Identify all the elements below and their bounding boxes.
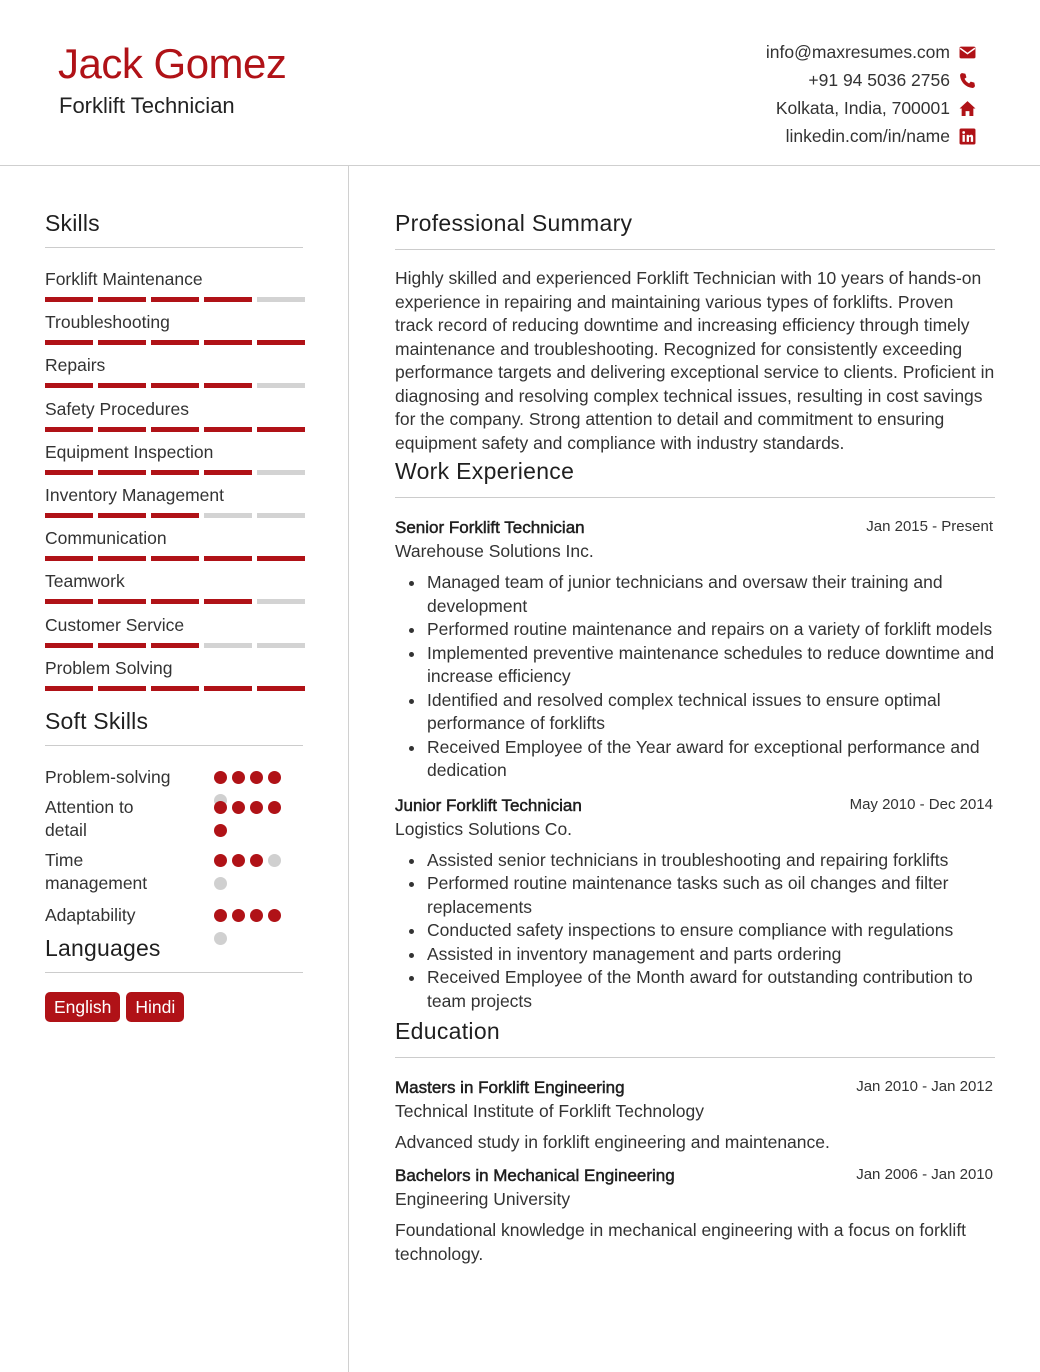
education-entry (395, 1078, 995, 1154)
skill-level-segment (204, 513, 252, 518)
skills-heading: Skills (45, 210, 303, 248)
skill-level-segment (204, 686, 252, 691)
skill-level-segment (204, 427, 252, 432)
degree-title: Masters in Forklift Engineering (395, 1078, 625, 1097)
responsibility-item: Conducted safety inspections to ensure compliance with regulations (409, 919, 995, 943)
contact-location (766, 94, 976, 122)
soft-skill-rating (214, 801, 286, 837)
job-entry (395, 518, 995, 783)
contact-list (766, 38, 976, 150)
job-dates: Jan 2015 - Present (866, 518, 993, 535)
skill-level-bar (45, 643, 305, 648)
responsibility-item: Implemented preventive maintenance schedules to reduce downtime and increase efficiency (409, 642, 995, 689)
soft-skill-item (45, 904, 303, 934)
skill-level-segment (257, 297, 305, 302)
skill-item (45, 570, 303, 613)
education-dates: Jan 2010 - Jan 2012 (856, 1078, 993, 1095)
responsibility-item: Performed routine maintenance and repairs on a variety of forklift models (409, 618, 995, 642)
soft-skill-rating (214, 854, 286, 890)
job-company: Logistics Solutions Co. (395, 818, 573, 839)
contact-phone[interactable] (766, 66, 976, 94)
skill-level-segment (257, 643, 305, 648)
resume-header (0, 0, 1040, 166)
responsibility-item: Assisted senior technicians in troubleshooting and repairing forklifts (409, 849, 995, 873)
skill-level-segment (204, 340, 252, 345)
soft-skill-rating (214, 909, 286, 945)
skill-item (45, 268, 303, 311)
skill-level-segment (204, 383, 252, 388)
job-company: Warehouse Solutions Inc. (395, 541, 594, 561)
soft-skills-list (45, 766, 303, 934)
job-dates: May 2010 - Dec 2014 (849, 795, 993, 813)
skill-item (45, 441, 303, 484)
summary-text: Highly skilled and experienced Forklift Technician with 10 years of hands-on experience in repairing and maintaining various types of forklifts. Proven track record of reducing downtime and increasing efficiency through timely maintenance and troubleshooting. Recognized for consistently exceeding performance targets and delivering exceptional service to clients. Proficient in diagnosing and resolving complex technical issues, resulting in cost savings for the company. Strong attention to detail and commitment to ensuring equipment safety and compliance with industry standards. (395, 268, 995, 453)
soft-skill-name: Problem-solving (45, 766, 171, 787)
skill-name: Equipment Inspection (45, 441, 214, 462)
rating-dot (232, 771, 245, 784)
education-description: Advanced study in forklift engineering and maintenance. (395, 1132, 830, 1152)
skill-item (45, 527, 303, 570)
skill-level-bar (45, 427, 305, 432)
contact-email-text: info@maxresumes.com (765, 41, 950, 62)
skill-name: Safety Procedures (45, 398, 189, 419)
soft-skill-name: Adaptability (45, 904, 136, 925)
linkedin-icon (958, 127, 976, 145)
skill-level-segment (257, 513, 305, 518)
responsibility-item: Received Employee of the Year award for exceptional performance and dedication (409, 736, 995, 783)
skill-level-segment (257, 599, 305, 604)
skill-level-bar (45, 599, 305, 604)
contact-linkedin-text: linkedin.com/in/name (785, 125, 950, 146)
soft-skills-heading: Soft Skills (45, 708, 303, 746)
skill-level-segment (45, 297, 93, 302)
skill-level-segment (151, 340, 199, 345)
school-name: Technical Institute of Forklift Technology (395, 1101, 705, 1121)
rating-dot (250, 854, 263, 867)
skill-level-segment (257, 427, 305, 432)
soft-skill-item (45, 849, 303, 904)
skill-item (45, 311, 303, 354)
contact-linkedin[interactable] (766, 122, 976, 150)
job-entry (395, 796, 995, 1014)
skill-level-segment (45, 340, 93, 345)
skill-level-segment (98, 427, 146, 432)
education-heading: Education (395, 1018, 995, 1058)
skill-level-segment (45, 686, 93, 691)
rating-dot (214, 771, 227, 784)
rating-dot (268, 854, 281, 867)
responsibility-item: Received Employee of the Month award for outstanding contribution to team projects (409, 966, 995, 1013)
skill-level-segment (45, 556, 93, 561)
skill-level-segment (257, 686, 305, 691)
responsibility-item: Performed routine maintenance tasks such as oil changes and filter replacements (409, 872, 995, 919)
education-description: Foundational knowledge in mechanical engineering with a focus on forklift technology. (395, 1220, 967, 1264)
envelope-icon (958, 43, 976, 61)
skill-level-segment (204, 297, 252, 302)
responsibility-item: Assisted in inventory management and parts ordering (409, 943, 995, 967)
skill-level-segment (151, 470, 199, 475)
skill-level-segment (98, 556, 146, 561)
skill-name: Teamwork (45, 571, 125, 592)
skill-item (45, 354, 303, 397)
contact-email[interactable] (766, 38, 976, 66)
rating-dot (214, 801, 227, 814)
job-responsibilities (395, 849, 995, 1014)
rating-dot (268, 909, 281, 922)
rating-dot (232, 801, 245, 814)
skill-level-segment (204, 470, 252, 475)
language-tag: Hindi (126, 992, 184, 1022)
candidate-name: Jack Gomez (58, 40, 287, 87)
sidebar (45, 210, 303, 1022)
education-list (395, 1078, 995, 1266)
skill-level-segment (257, 470, 305, 475)
skill-level-segment (257, 340, 305, 345)
job-responsibilities (395, 571, 995, 783)
skill-level-segment (257, 556, 305, 561)
skill-level-segment (204, 599, 252, 604)
skill-level-segment (45, 427, 93, 432)
skill-level-segment (98, 297, 146, 302)
skill-level-segment (151, 427, 199, 432)
main-content (395, 210, 995, 1266)
rating-dot (214, 824, 227, 837)
skill-item (45, 614, 303, 657)
skill-level-segment (204, 556, 252, 561)
skill-level-bar (45, 340, 305, 345)
rating-dot (214, 932, 227, 945)
skill-level-bar (45, 556, 305, 561)
skill-level-segment (45, 643, 93, 648)
rating-dot (268, 801, 281, 814)
skill-item (45, 398, 303, 441)
skill-level-segment (98, 643, 146, 648)
skill-name: Troubleshooting (45, 312, 170, 333)
phone-icon (958, 71, 976, 89)
languages-list (45, 992, 303, 1022)
skill-level-segment (98, 599, 146, 604)
rating-dot (250, 801, 263, 814)
skill-level-segment (151, 686, 199, 691)
skill-item (45, 657, 303, 700)
skill-level-segment (45, 599, 93, 604)
soft-skill-name: Time management (45, 849, 148, 893)
skill-name: Customer Service (45, 614, 185, 635)
skill-level-bar (45, 383, 305, 388)
school-name: Engineering University (395, 1189, 571, 1209)
skill-name: Communication (45, 528, 167, 549)
education-dates: Jan 2006 - Jan 2010 (856, 1166, 993, 1183)
rating-dot (250, 909, 263, 922)
skill-level-segment (257, 383, 305, 388)
skill-item (45, 484, 303, 527)
rating-dot (214, 909, 227, 922)
responsibility-item: Identified and resolved complex technical issues to ensure optimal performance of forklifts (409, 689, 995, 736)
rating-dot (232, 854, 245, 867)
skill-level-bar (45, 470, 305, 475)
skill-level-segment (98, 470, 146, 475)
skill-level-segment (98, 383, 146, 388)
rating-dot (232, 909, 245, 922)
home-icon (958, 99, 976, 117)
skill-level-segment (45, 513, 93, 518)
skill-level-segment (151, 297, 199, 302)
responsibility-item: Managed team of junior technicians and oversaw their training and development (409, 571, 995, 618)
job-title: Junior Forklift Technician (395, 795, 582, 815)
skill-level-segment (98, 686, 146, 691)
skill-level-segment (204, 643, 252, 648)
education-entry (395, 1166, 995, 1266)
rating-dot (214, 877, 227, 890)
soft-skill-item (45, 766, 303, 796)
skill-level-segment (45, 470, 93, 475)
experience-heading: Work Experience (395, 458, 995, 498)
job-title: Senior Forklift Technician (395, 518, 585, 537)
rating-dot (214, 854, 227, 867)
skill-level-segment (151, 383, 199, 388)
soft-skill-item (45, 796, 303, 849)
contact-phone-text: +91 94 5036 2756 (808, 69, 950, 90)
rating-dot (250, 771, 263, 784)
summary-heading: Professional Summary (395, 210, 995, 250)
skill-level-segment (98, 340, 146, 345)
skill-level-bar (45, 686, 305, 691)
skill-level-bar (45, 513, 305, 518)
skill-level-segment (98, 513, 146, 518)
skill-level-segment (45, 383, 93, 388)
skill-level-segment (151, 599, 199, 604)
language-tag: English (45, 992, 120, 1022)
skill-name: Repairs (45, 355, 106, 376)
column-divider (348, 166, 349, 1372)
soft-skill-name: Attention to detail (45, 796, 134, 840)
skill-level-segment (151, 556, 199, 561)
skill-name: Inventory Management (45, 484, 224, 505)
skills-list (45, 268, 303, 700)
skill-name: Problem Solving (45, 657, 173, 678)
candidate-role: Forklift Technician (59, 93, 235, 118)
skill-level-bar (45, 297, 305, 302)
skill-level-segment (151, 513, 199, 518)
rating-dot (268, 771, 281, 784)
contact-location-text: Kolkata, India, 700001 (775, 97, 950, 118)
skill-name: Forklift Maintenance (45, 269, 203, 289)
degree-title: Bachelors in Mechanical Engineering (395, 1166, 675, 1185)
skill-level-segment (151, 643, 199, 648)
experience-list (395, 518, 995, 1013)
languages-heading: Languages (45, 935, 303, 973)
